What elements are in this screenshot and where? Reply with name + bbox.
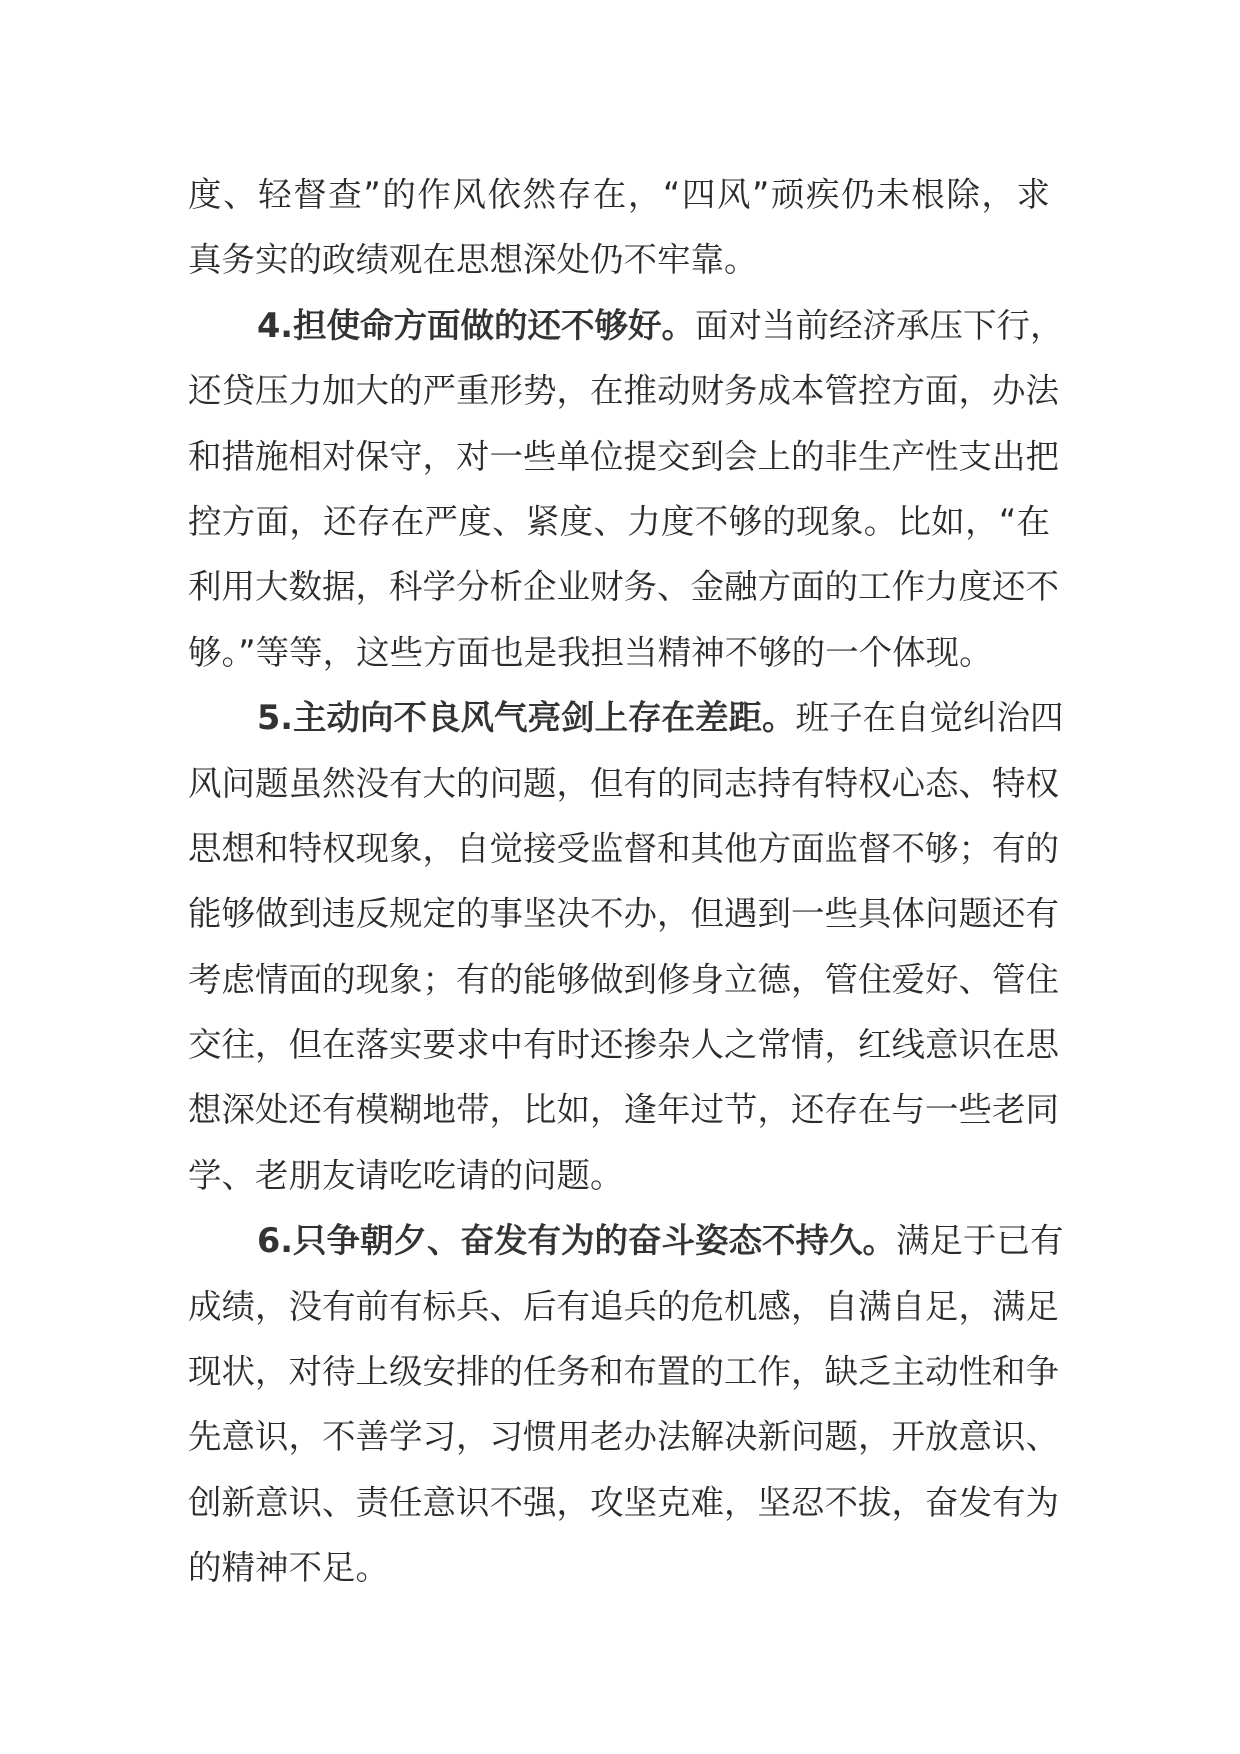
text-line: 够。”等等，这些方面也是我担当精神不够的一个体现。 — [188, 632, 993, 672]
text-line: 先意识，不善学习，习惯用老办法解决新问题，开放意识、 — [188, 1417, 1059, 1457]
text-line: 和措施相对保守，对一些单位提交到会上的非生产性支出把 — [188, 436, 1059, 476]
paragraph — [188, 685, 1064, 1208]
first-line — [188, 293, 1064, 358]
first-line — [188, 685, 1064, 750]
text-line: 能够做到违反规定的事坚决不办，但遇到一些具体问题还有 — [188, 894, 1059, 934]
paragraph-heading: 4.担使命方面做的还不够好。 — [257, 305, 696, 345]
text-line: 现状，对待上级安排的任务和布置的工作，缺乏主动性和争 — [188, 1352, 1059, 1392]
text-line: 想深处还有模糊地带，比如，逢年过节，还存在与一些老同 — [188, 1090, 1059, 1130]
text-line: 的精神不足。 — [188, 1548, 389, 1588]
text-line: 控方面，还存在严度、紧度、力度不够的现象。比如，“在 — [188, 501, 1050, 541]
text-line: 度、轻督查”的作风依然存在，“四风”顽疾仍未根除，求 — [188, 175, 1050, 214]
text-line: 考虑情面的现象；有的能够做到修身立德，管住爱好、管住 — [188, 959, 1059, 999]
text-run: 满足于已有 — [896, 1221, 1064, 1261]
text-line: 利用大数据，科学分析企业财务、金融方面的工作力度还不 — [188, 567, 1059, 607]
paragraph-heading: 5.主动向不良风气亮剑上存在差距。 — [257, 698, 796, 738]
paragraph — [188, 1208, 1064, 1600]
first-line — [188, 1208, 1064, 1273]
paragraph — [188, 293, 1064, 685]
paragraph-heading: 6.只争朝夕、奋发有为的奋斗姿态不持久。 — [257, 1221, 897, 1261]
text-run: 面对当前经济承压下行， — [695, 305, 1064, 345]
text-line: 成绩，没有前有标兵、后有追兵的危机感，自满自足，满足 — [188, 1286, 1059, 1326]
text-line: 交往，但在落实要求中有时还掺杂人之常情，红线意识在思 — [188, 1025, 1059, 1065]
paragraph — [188, 162, 1050, 293]
text-line: 思想和特权现象，自觉接受监督和其他方面监督不够；有的 — [188, 828, 1059, 868]
text-line: 真务实的政绩观在思想深处仍不牢靠。 — [188, 240, 758, 280]
text-run: 班子在自觉纠治四 — [795, 698, 1064, 738]
text-line: 还贷压力加大的严重形势，在推动财务成本管控方面，办法 — [188, 371, 1059, 411]
text-line: 风问题虽然没有大的问题，但有的同志持有特权心态、特权 — [188, 763, 1059, 803]
text-line: 学、老朋友请吃吃请的问题。 — [188, 1155, 624, 1195]
text-line: 创新意识、责任意识不强，攻坚克难，坚忍不拔，奋发有为 — [188, 1482, 1059, 1522]
document-page — [188, 162, 1064, 1601]
